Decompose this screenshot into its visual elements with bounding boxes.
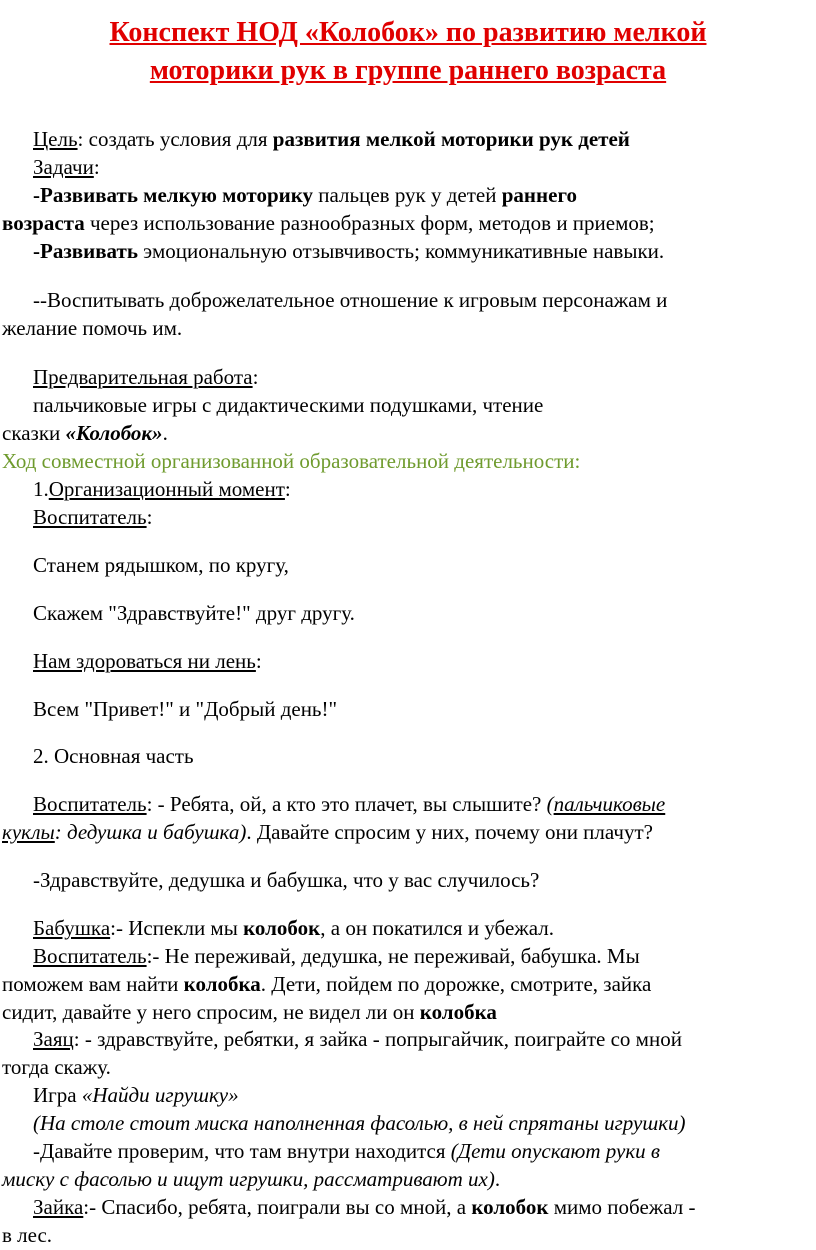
poem-line-3 <box>33 648 262 674</box>
dialog-6-end: . Дети, пойдем по дорожке, смотрите, зайка <box>260 972 652 996</box>
task-2-bold: -Развивать <box>33 239 138 263</box>
dialog-line-4 <box>33 915 554 941</box>
dialog-5-text: :- Не переживай, дедушка, не переживай, бабушка. Мы <box>146 944 640 968</box>
bunny-label: Зайка <box>33 1195 84 1219</box>
dialog-10-italic: (Дети опускают руки в <box>450 1139 661 1163</box>
prep-label: Предварительная работа <box>33 365 253 389</box>
goal-bold: развития мелкой моторики рук детей <box>272 127 630 151</box>
dialog-1-speaker: Воспитатель <box>33 792 147 816</box>
dialog-12-text: :- Спасибо, ребята, поиграли вы со мной, а <box>83 1195 472 1219</box>
goal-line <box>33 126 630 152</box>
task-1-text: пальцев рук у детей <box>313 183 502 207</box>
poem-line-1: Станем рядышком, по кругу, <box>33 553 289 577</box>
grandma-label: Бабушка <box>33 916 111 940</box>
dialog-line-6 <box>2 971 651 997</box>
dialog-11-italic: миску с фасолью и ищут игрушки, рассматривают их) <box>2 1167 495 1191</box>
tasks-colon: : <box>93 155 100 179</box>
tasks-heading <box>33 154 100 180</box>
task-1-bold: -Развивать мелкую моторику <box>33 183 314 207</box>
teacher-label: Воспитатель <box>33 505 147 529</box>
task-1-cont-text: через использование разнообразных форм, методов и приемов; <box>84 211 655 235</box>
prep-line-2 <box>2 420 168 446</box>
dialog-line-1 <box>33 791 665 817</box>
task-1-bold-2: раннего <box>501 183 577 207</box>
org-heading <box>33 476 291 502</box>
poem-line-2: Скажем "Здравствуйте!" друг другу. <box>33 601 355 625</box>
dialog-line-11 <box>2 1166 500 1192</box>
prep-colon: : <box>252 365 259 389</box>
game-note: (На столе стоит миска наполненная фасолью, в ней спрятаны игрушки) <box>33 1111 686 1135</box>
dialog-1-text: : - Ребята, ой, а кто это плачет, вы слышите? <box>146 792 547 816</box>
dialog-7-bold: колобка <box>419 1000 497 1024</box>
dialog-12-end: мимо побежал - <box>548 1195 696 1219</box>
dialog-2-italic: : дедушка и бабушка) <box>54 820 247 844</box>
dialog-1-paren: ( <box>546 792 554 816</box>
poem-line-3-underlined: Нам здороваться ни лень <box>33 649 256 673</box>
dialog-line-2 <box>2 819 653 845</box>
dialog-line-5 <box>33 943 640 969</box>
game-line <box>33 1082 239 1108</box>
course-heading: Ход совместной организованной образовательной деятельности: <box>2 449 581 473</box>
dialog-8-text: : - здравствуйте, ребятки, я зайка - попрыгайчик, поиграйте со мной <box>73 1027 682 1051</box>
prep-line-2-text: сказки <box>2 421 66 445</box>
title-line-2: моторики рук в группе раннего возраста <box>149 55 667 86</box>
dialog-line-13: в лес. <box>2 1223 53 1247</box>
dialog-4-text: :- Испекли мы <box>110 916 244 940</box>
org-num: 1. <box>33 477 49 501</box>
task-2-line <box>33 238 664 264</box>
dialog-12-bold: колобок <box>471 1195 549 1219</box>
dialog-2-text: . Давайте спросим у них, почему они плачут? <box>246 820 653 844</box>
prep-line-2-end: . <box>162 421 168 445</box>
poem-line-3-end: : <box>255 649 262 673</box>
goal-text: : создать условия для <box>77 127 273 151</box>
teacher-colon: : <box>146 505 153 529</box>
task-1-line-1 <box>33 182 577 208</box>
dialog-line-8 <box>33 1026 682 1052</box>
dialog-1-italic: пальчиковые <box>553 792 666 816</box>
task-1-cont-bold: возраста <box>2 211 85 235</box>
dialog-2-italic-u: куклы <box>2 820 55 844</box>
dialog-line-3: -Здравствуйте, дедушка и бабушка, что у вас случилось? <box>33 868 540 892</box>
task-3-line-1: --Воспитывать доброжелательное отношение к игровым персонажам и <box>33 288 668 312</box>
teacher-heading <box>33 504 152 530</box>
dialog-6-text: поможем вам найти <box>2 972 184 996</box>
dialog-line-9: тогда скажу. <box>2 1055 111 1079</box>
dialog-line-10 <box>33 1138 660 1164</box>
game-text: Игра <box>33 1083 82 1107</box>
task-2-text: эмоциональную отзывчивость; коммуникативные навыки. <box>137 239 665 263</box>
document-title <box>40 14 776 90</box>
dialog-11-end: . <box>494 1167 501 1191</box>
prep-tale-name: «Колобок» <box>65 421 163 445</box>
org-label: Организационный момент <box>48 477 285 501</box>
dialog-5-speaker: Воспитатель <box>33 944 147 968</box>
task-1-line-2 <box>2 210 655 236</box>
dialog-4-bold: колобок <box>243 916 321 940</box>
dialog-line-12 <box>33 1194 696 1220</box>
org-colon: : <box>284 477 291 501</box>
dialog-4-end: , а он покатился и убежал. <box>320 916 555 940</box>
title-line-1: Конспект НОД «Колобок» по развитию мелкой <box>109 17 707 48</box>
dialog-6-bold: колобка <box>183 972 261 996</box>
goal-label: Цель <box>33 127 78 151</box>
tasks-label: Задачи <box>33 155 94 179</box>
dialog-line-7 <box>2 999 497 1025</box>
task-3-line-2: желание помочь им. <box>2 316 183 340</box>
game-name: «Найди игрушку» <box>81 1083 239 1107</box>
main-part-heading: 2. Основная часть <box>33 744 194 768</box>
dialog-10-text: -Давайте проверим, что там внутри находится <box>33 1139 451 1163</box>
dialog-7-text: сидит, давайте у него спросим, не видел ли он <box>2 1000 420 1024</box>
poem-line-4: Всем "Привет!" и "Добрый день!" <box>33 697 338 721</box>
prep-heading <box>33 364 258 390</box>
hare-label: Заяц <box>33 1027 74 1051</box>
prep-line-1: пальчиковые игры с дидактическими подушками, чтение <box>33 393 544 417</box>
